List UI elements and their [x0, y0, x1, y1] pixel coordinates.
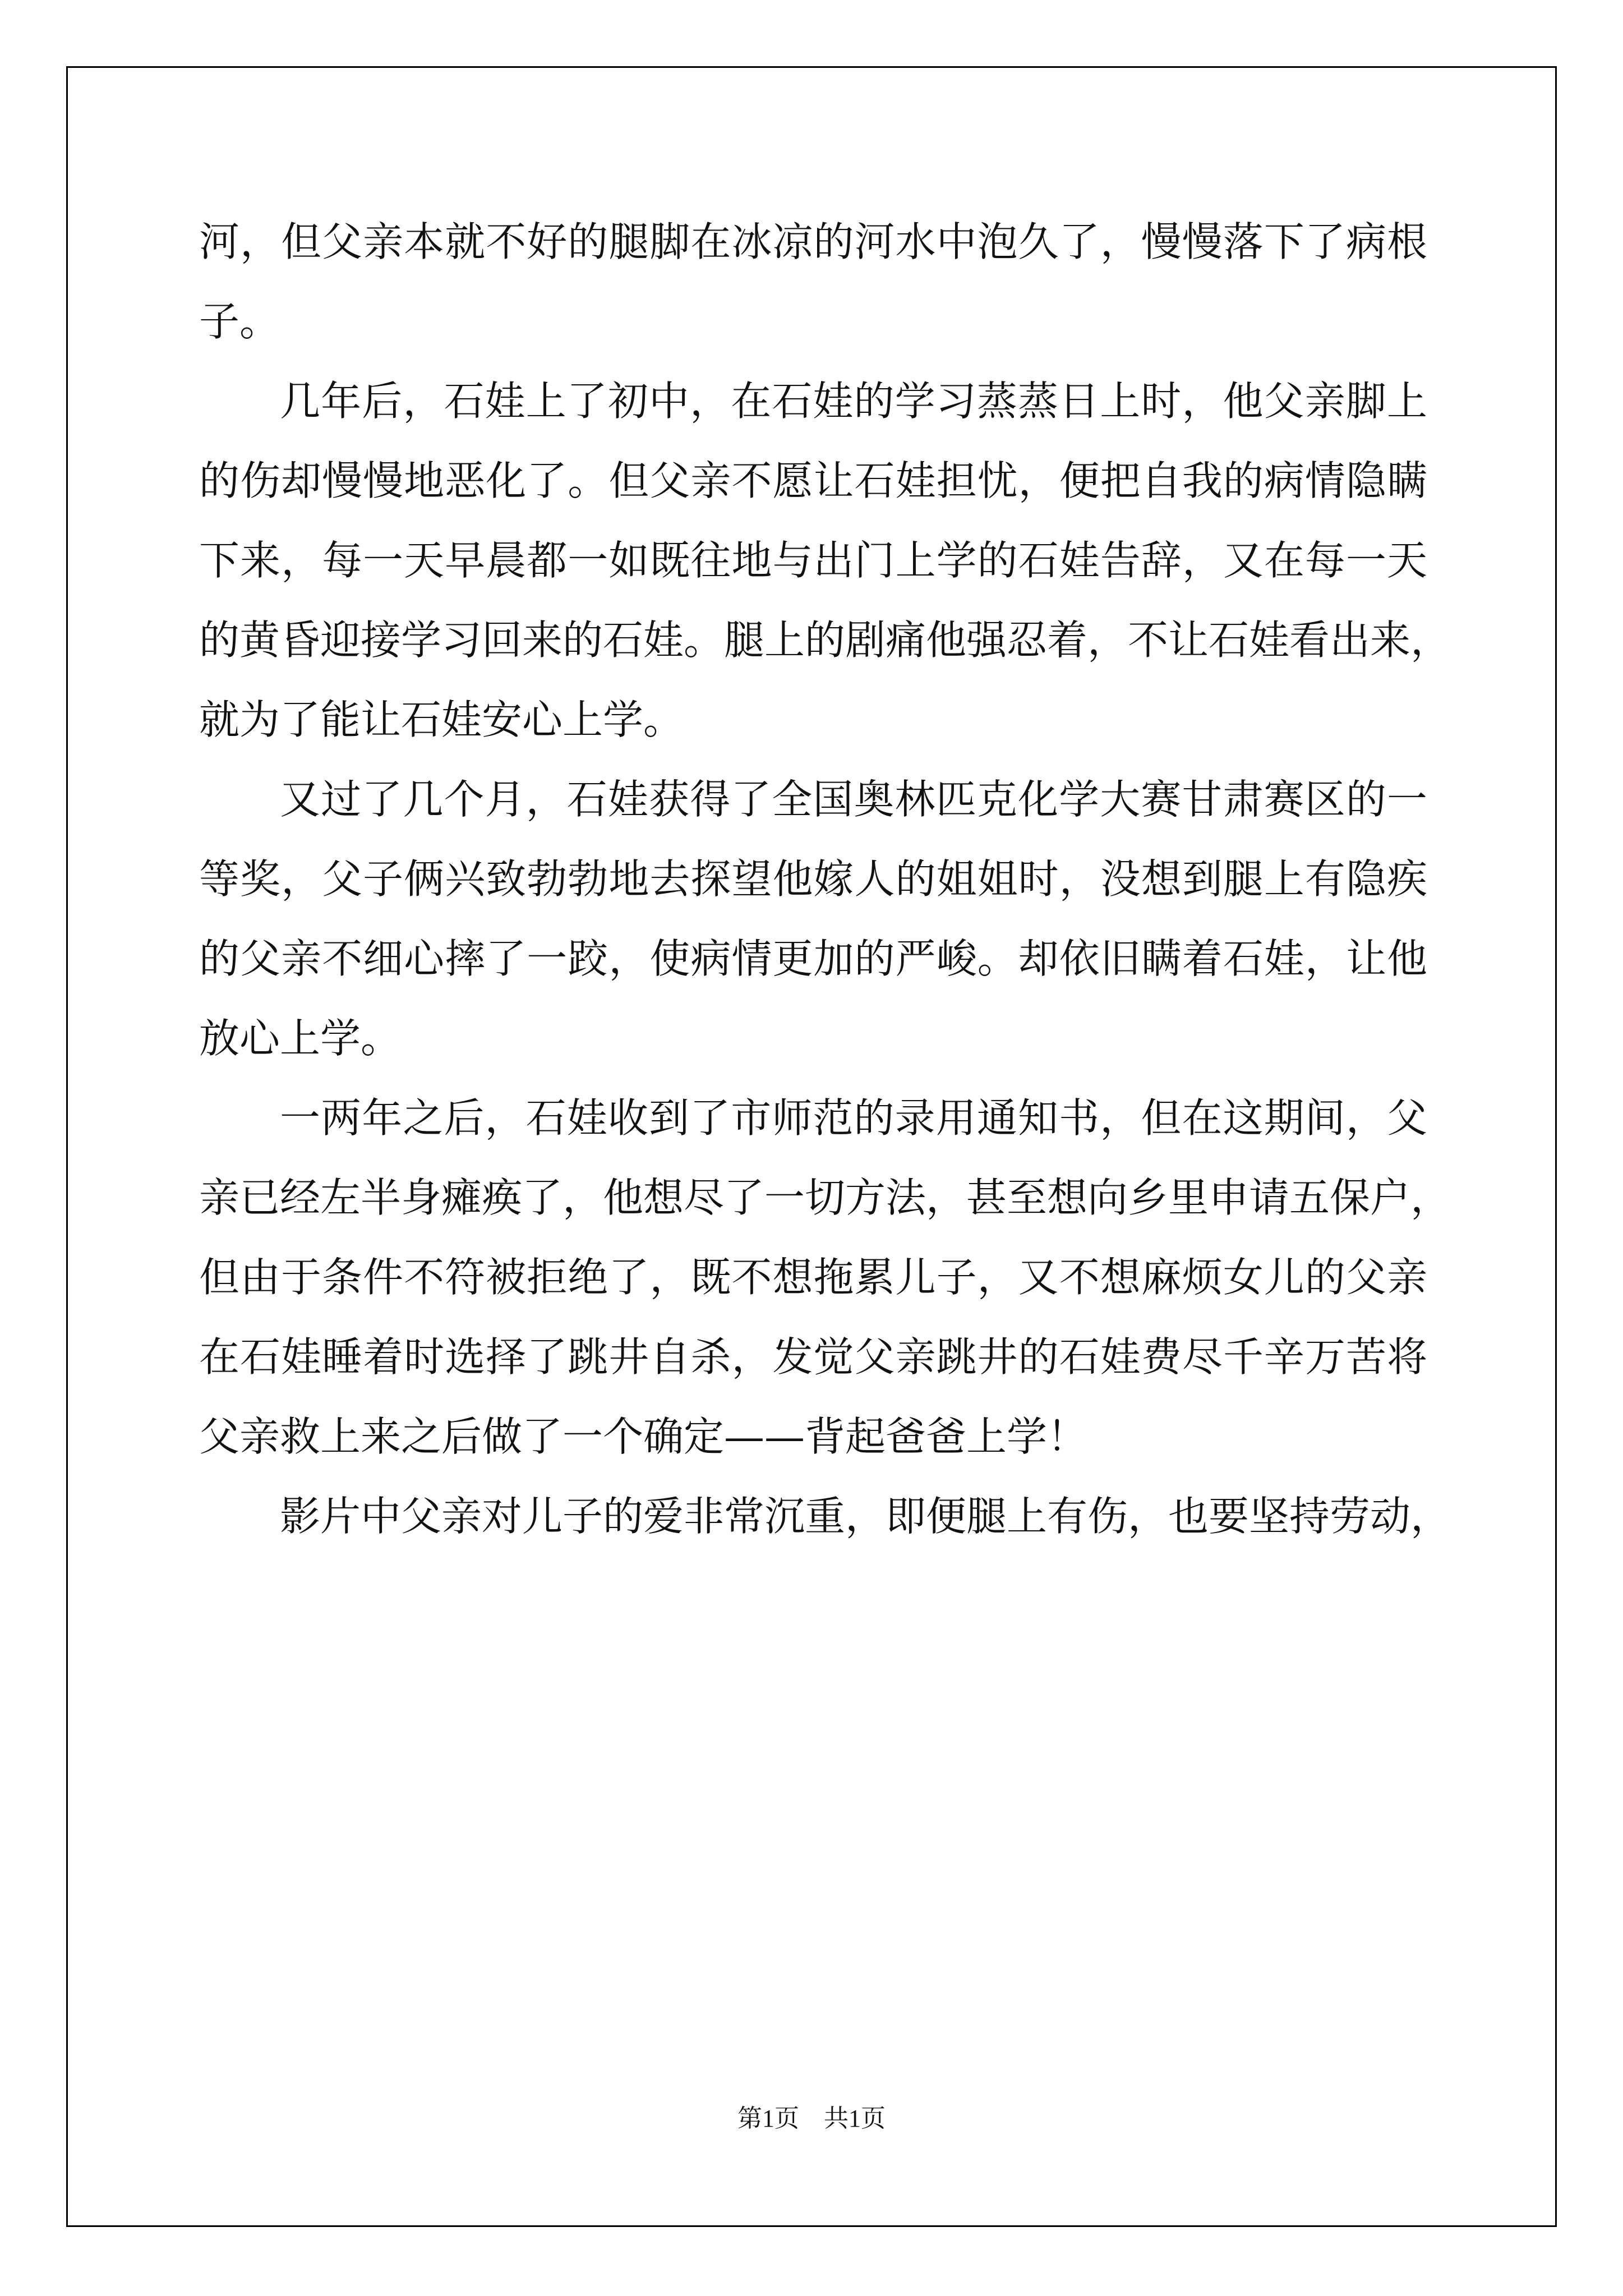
text-line: 就为了能让石娃安心上学。	[199, 696, 684, 743]
text-line: 在石娃睡着时选择了跳井自杀，发觉父亲跳井的石娃费尽千辛万苦将	[199, 1333, 1427, 1381]
paragraph	[199, 760, 1427, 1078]
paragraph	[199, 1476, 1451, 1556]
text-line: 的黄昏迎接学习回来的石娃。腿上的剧痛他强忍着，不让石娃看出来，	[199, 616, 1451, 664]
text-line: 等奖，父子俩兴致勃勃地去探望他嫁人的姐姐时，没想到腿上有隐疾	[199, 855, 1427, 903]
text-line: 的父亲不细心摔了一跤，使病情更加的严峻。却依旧瞒着石娃，让他	[199, 935, 1427, 982]
text-line: 下来，每一天早晨都一如既往地与出门上学的石娃告辞，又在每一天	[199, 537, 1427, 584]
text-line: 一两年之后，石娃收到了市师范的录用通知书，但在这期间，父	[280, 1094, 1427, 1142]
text-line: 子。	[199, 298, 280, 345]
text-line: 影片中父亲对儿子的爱非常沉重，即便腿上有伤，也要坚持劳动，	[280, 1493, 1451, 1540]
text-line: 又过了几个月，石娃获得了全国奥林匹克化学大赛甘肃赛区的一	[280, 776, 1427, 823]
text-line: 的伤却慢慢地恶化了。但父亲不愿让石娃担忧，便把自我的病情隐瞒	[199, 457, 1427, 504]
text-line: 几年后，石娃上了初中，在石娃的学习蒸蒸日上时，他父亲脚上	[280, 378, 1427, 425]
paragraph	[199, 1078, 1451, 1476]
paragraph	[199, 202, 1427, 361]
text-line: 但由于条件不符被拒绝了，既不想拖累儿子，又不想麻烦女儿的父亲	[199, 1254, 1427, 1301]
page-number-footer: 第1页 共1页	[737, 2105, 886, 2132]
text-line: 放心上学。	[199, 1015, 402, 1062]
paragraph	[199, 361, 1451, 760]
text-line: 河，但父亲本就不好的腿脚在冰凉的河水中泡久了，慢慢落下了病根	[199, 218, 1427, 265]
document-body	[199, 202, 1451, 1556]
text-line: 父亲救上来之后做了一个确定——背起爸爸上学！	[199, 1413, 1088, 1460]
text-line: 亲已经左半身瘫痪了，他想尽了一切方法，甚至想向乡里申请五保户，	[199, 1174, 1451, 1221]
